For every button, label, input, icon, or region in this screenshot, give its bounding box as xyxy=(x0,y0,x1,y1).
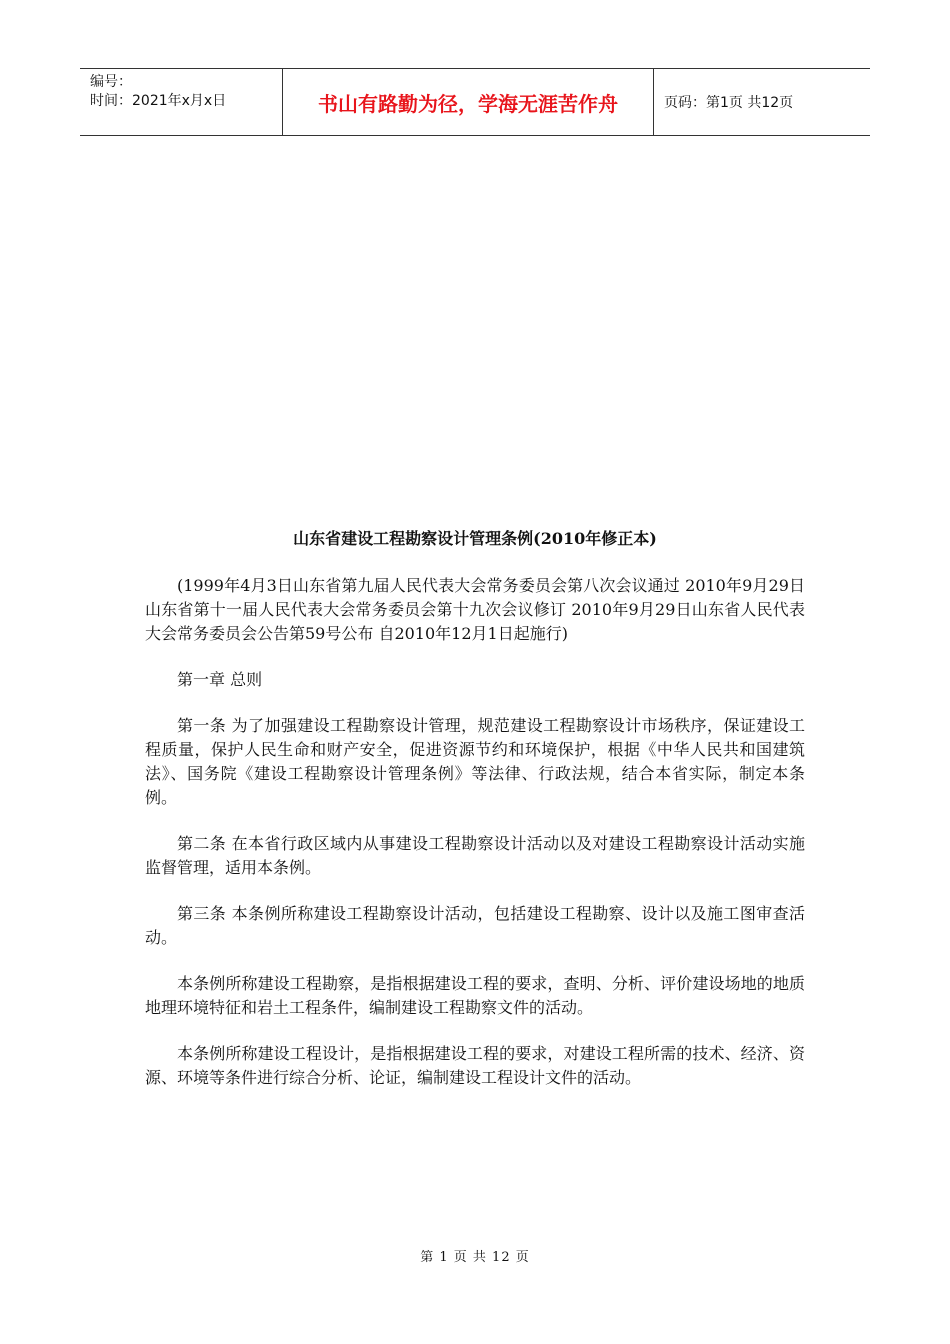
paragraph-article-1: 第一条 为了加强建设工程勘察设计管理，规范建设工程勘察设计市场秩序，保证建设工程质量，保护人民生命和财产安全，促进资源节约和环境保护，根据《中华人民共和国建筑法》、国务院《建设工程勘察设计管理条例》等法律、行政法规，结合本省实际，制定本条例。 xyxy=(145,716,805,807)
paragraph-design-definition: 本条例所称建设工程设计，是指根据建设工程的要求，对建设工程所需的技术、经济、资源、环境等条件进行综合分析、论证，编制建设工程设计文件的活动。 xyxy=(145,1044,805,1087)
paragraph-chapter-heading: 第一章 总则 xyxy=(177,670,263,689)
document-title: 山东省建设工程勘察设计管理条例(2010年修正本) xyxy=(293,529,657,548)
header-time-label: 时间：2021年x月x日 xyxy=(90,93,227,109)
page-footer: 第 1 页 共 12 页 xyxy=(420,1250,530,1265)
header-motto: 书山有路勤为径，学海无涯苦作舟 xyxy=(282,69,654,135)
page-header xyxy=(80,68,870,136)
paragraph-survey-definition: 本条例所称建设工程勘察，是指根据建设工程的要求，查明、分析、评价建设场地的地质地理环境特征和岩土工程条件，编制建设工程勘察文件的活动。 xyxy=(145,974,805,1017)
header-page-label: 页码：第1页 共12页 xyxy=(664,95,794,111)
paragraph-article-3: 第三条 本条例所称建设工程勘察设计活动，包括建设工程勘察、设计以及施工图审查活动。 xyxy=(145,904,805,947)
paragraph-article-2: 第二条 在本省行政区域内从事建设工程勘察设计活动以及对建设工程勘察设计活动实施监督管理，适用本条例。 xyxy=(145,834,805,877)
header-meta xyxy=(80,69,282,135)
document-body xyxy=(145,574,805,1112)
header-number-label: 编号： xyxy=(90,74,132,90)
paragraph-preamble: (1999年4月3日山东省第九届人民代表大会常务委员会第八次会议通过 2010年9月29日山东省第十一届人民代表大会常务委员会第十九次会议修订 2010年9月29日山东省人民代表大会常务委员会公告第59号公布 自2010年12月1日起施行) xyxy=(145,576,805,643)
